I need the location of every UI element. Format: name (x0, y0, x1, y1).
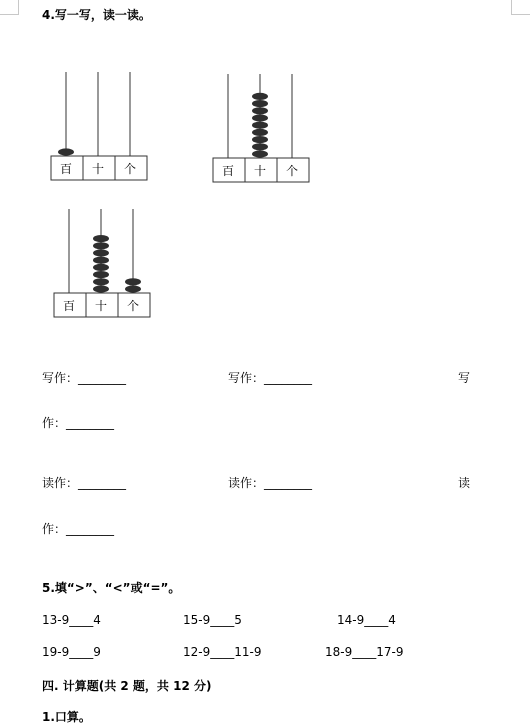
abacus-bead (93, 271, 109, 278)
abacus-label-ones: 个 (285, 164, 299, 178)
write-answer-1 (42, 369, 126, 386)
abacus-bead (93, 257, 109, 264)
abacus-label-ones: 个 (123, 162, 137, 176)
q4-title: 4.写一写，读一读。 (42, 8, 151, 22)
abacus-bead (252, 114, 268, 121)
compare-item-1[interactable]: 13-9____4 (42, 613, 101, 627)
compare-item-2[interactable]: 15-9____5 (183, 613, 242, 627)
write-label-split-end: 作： (42, 416, 67, 430)
section-4-title: 四. 计算题(共 2 题，共 12 分) (42, 679, 212, 693)
abacus-bead (93, 235, 109, 242)
read-label-split-end: 作： (42, 522, 67, 536)
answer-blank[interactable]: ________ (78, 476, 127, 490)
write-label: 写作： (228, 371, 265, 385)
read-label: 读作： (42, 476, 79, 490)
compare-item-3[interactable]: 14-9____4 (337, 613, 396, 627)
abacus-bead (125, 285, 141, 292)
abacus-bead (252, 100, 268, 107)
abacus-label-tens: 十 (94, 299, 108, 313)
abacus-bead (252, 150, 268, 157)
abacus-bead (252, 129, 268, 136)
read-answer-2 (228, 474, 312, 491)
abacus-1 (50, 70, 148, 182)
abacus-bead (93, 249, 109, 256)
abacus-bead (125, 278, 141, 285)
abacus-2 (212, 72, 310, 184)
page-corner-mark-left (0, 0, 19, 15)
abacus-label-ones: 个 (126, 299, 140, 313)
abacus-bead (252, 107, 268, 114)
answer-blank[interactable]: ________ (78, 371, 127, 385)
write-label-split-start: 写 (458, 371, 471, 385)
abacus-label-hundreds: 百 (59, 162, 73, 176)
answer-blank[interactable]: ________ (264, 476, 313, 490)
abacus-bead (93, 278, 109, 285)
abacus-bead (252, 143, 268, 150)
write-answer-3 (42, 414, 114, 431)
page-corner-mark-right (511, 0, 530, 15)
abacus-bead (93, 285, 109, 292)
abacus-bead (252, 122, 268, 129)
read-label: 读作： (228, 476, 265, 490)
abacus-bead (93, 242, 109, 249)
write-label: 写作： (42, 371, 79, 385)
answer-blank[interactable]: ________ (66, 522, 115, 536)
abacus-label-tens: 十 (91, 162, 105, 176)
abacus-bead (58, 148, 74, 155)
q5-title: 5.填“>”、“<”或“=”。 (42, 581, 181, 595)
read-answer-3 (42, 520, 114, 537)
abacus-bead (252, 136, 268, 143)
write-answer-2 (228, 369, 312, 386)
abacus-3 (53, 207, 151, 319)
abacus-label-hundreds: 百 (62, 299, 76, 313)
read-answer-1 (42, 474, 126, 491)
section-4-q1: 1.口算。 (42, 710, 91, 724)
answer-blank[interactable]: ________ (66, 416, 115, 430)
answer-blank[interactable]: ________ (264, 371, 313, 385)
abacus-label-tens: 十 (253, 164, 267, 178)
abacus-label-hundreds: 百 (221, 164, 235, 178)
read-label-split-start: 读 (458, 476, 471, 490)
abacus-bead (93, 264, 109, 271)
abacus-bead (252, 93, 268, 100)
compare-item-5[interactable]: 12-9____11-9 (183, 645, 262, 659)
compare-item-4[interactable]: 19-9____9 (42, 645, 101, 659)
compare-item-6[interactable]: 18-9____17-9 (325, 645, 404, 659)
